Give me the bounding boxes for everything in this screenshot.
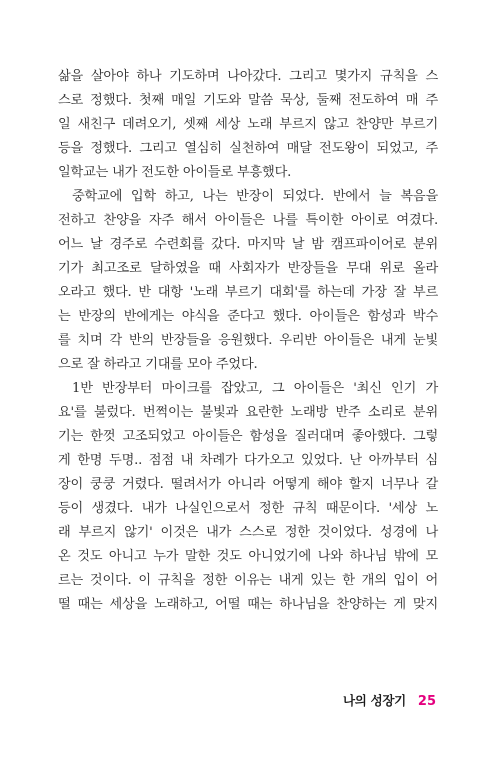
text-line: 등이 생겼다. 내가 나실인으로서 정한 규칙 때문이다. '세상 노: [58, 501, 438, 516]
text-line: 어느 날 경주로 수련회를 갔다. 마지막 날 밤 캠프파이어로 분위: [58, 237, 438, 252]
text-line: 삶을 살아야 하나 기도하며 나아갔다. 그리고 몇가지 규칙을 스: [58, 69, 438, 84]
page-number: 25: [417, 694, 436, 709]
text-line: 일학교는 내가 전도한 아이들로 부흥했다.: [58, 165, 292, 180]
text-line: 오라고 했다. 반 대항 '노래 부르기 대회'를 하는데 가장 잘 부르: [58, 285, 438, 300]
text-line: 등을 정했다. 그리고 열심히 실천하여 매달 전도왕이 되었고, 주: [58, 141, 438, 156]
text-line-paragraph-start: 중학교에 입학 하고, 나는 반장이 되었다. 반에서 늘 복음을: [72, 189, 438, 204]
text-line: 전하고 찬양을 자주 해서 아이들은 나를 특이한 아이로 여겼다.: [58, 213, 438, 228]
text-line: 르는 것이다. 이 규칙을 정한 이유는 내게 있는 한 개의 입이 어: [58, 573, 438, 588]
text-line: 온 것도 아니고 누가 말한 것도 아니었기에 나와 하나님 밖에 모: [58, 549, 438, 564]
text-line: 를 치며 각 반의 반장들을 응원했다. 우리반 아이들은 내게 눈빛: [58, 333, 438, 348]
text-line: 떨 때는 세상을 노래하고, 어떨 때는 하나님을 찬양하는 게 맞지: [58, 597, 438, 612]
text-line: 장이 쿵쿵 거렸다. 떨려서가 아니라 어떻게 해야 할지 너무나 갈: [58, 477, 438, 492]
text-line: 요'를 불렀다. 번쩍이는 불빛과 요란한 노래방 반주 소리로 분위: [58, 405, 438, 420]
text-line: 는 반장의 반에게는 야식을 준다고 했다. 아이들은 함성과 박수: [58, 309, 438, 324]
text-line: 으로 잘 하라고 기대를 모아 주었다.: [58, 357, 258, 372]
text-line: 스로 정했다. 첫째 매일 기도와 말씀 묵상, 둘째 전도하여 매 주: [58, 93, 438, 108]
text-line: 게 한명 두명.. 점점 내 차례가 다가오고 있었다. 난 아까부터 심: [58, 453, 438, 468]
text-line-paragraph-start: 1반 반장부터 마이크를 잡았고, 그 아이들은 '최신 인기 가: [72, 381, 438, 396]
text-line: 래 부르지 않기' 이것은 내가 스스로 정한 것이었다. 성경에 나: [58, 525, 438, 540]
running-title: 나의 성장기: [342, 693, 406, 708]
body-text: [58, 65, 438, 617]
text-line: 일 새친구 데려오기, 셋째 세상 노래 부르지 않고 찬양만 부르기: [58, 117, 438, 132]
text-line: 기가 최고조로 달하였을 때 사회자가 반장들을 무대 위로 올라: [58, 261, 438, 276]
text-line: 기는 한껏 고조되었고 아이들은 함성을 질러대며 좋아했다. 그렇: [58, 429, 438, 444]
page-footer: [343, 691, 436, 709]
